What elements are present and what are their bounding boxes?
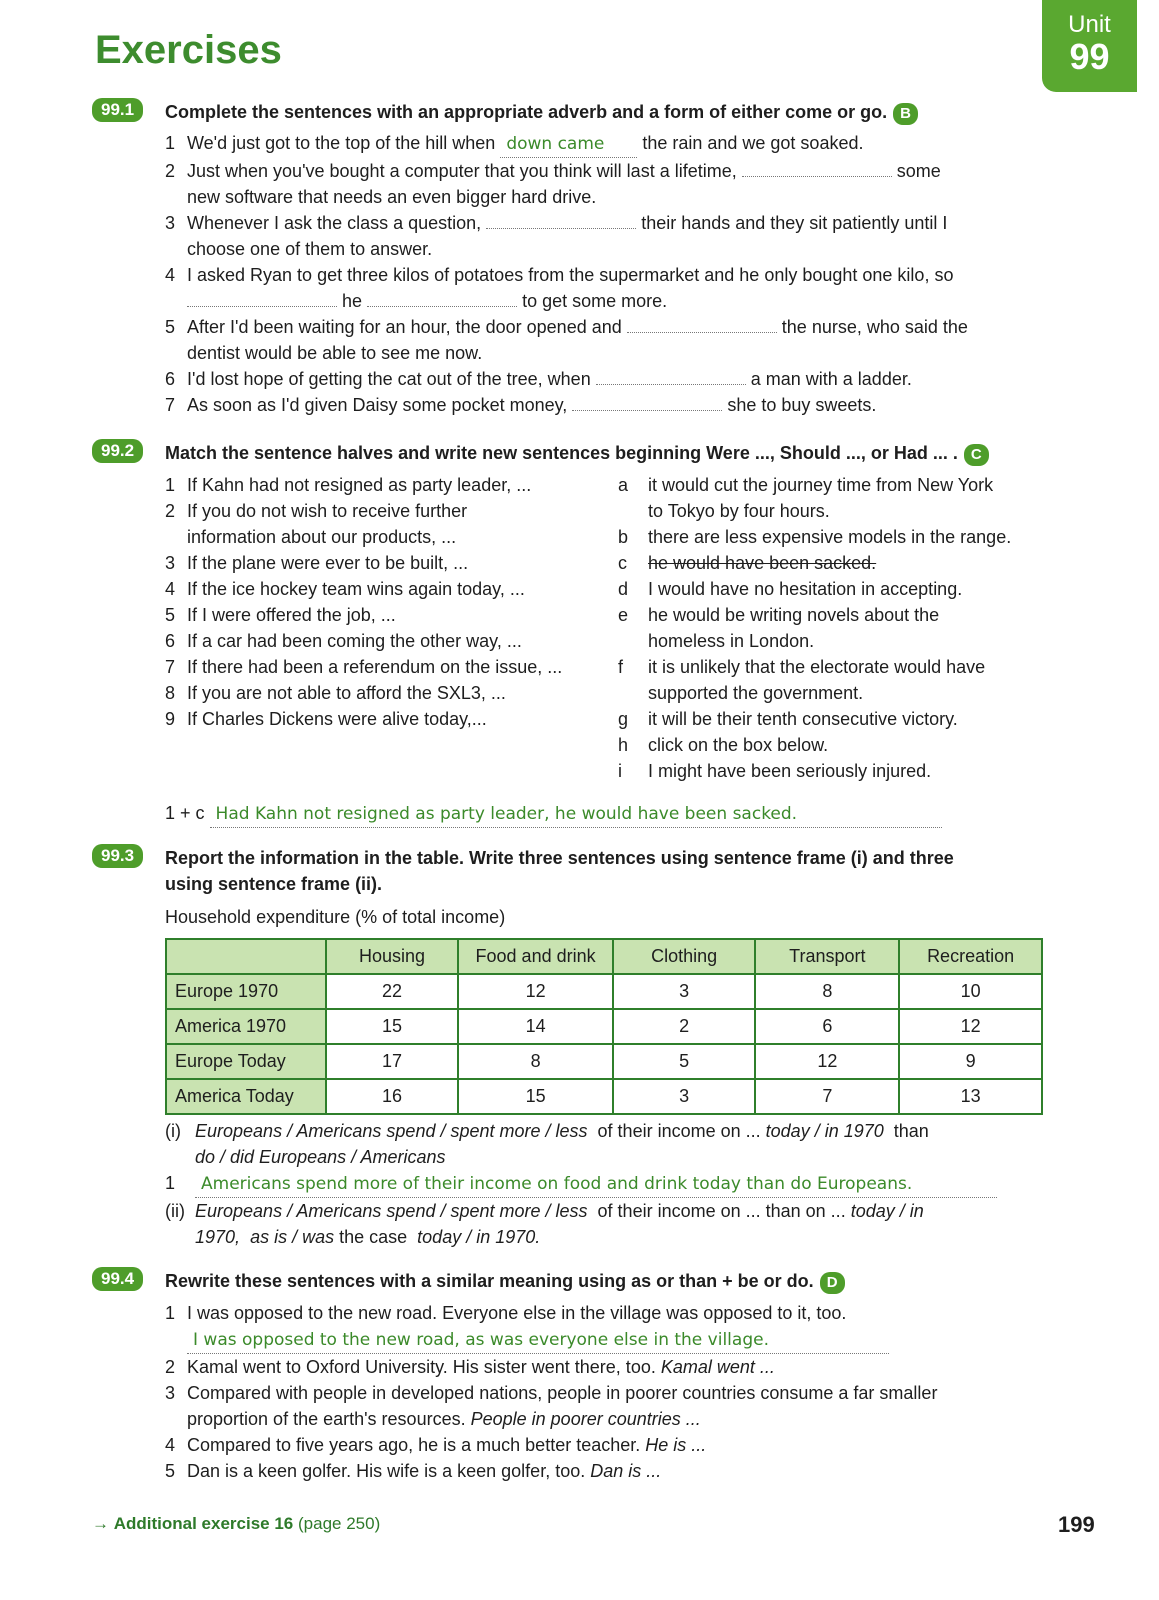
exercise-99-4-instruction: Rewrite these sentences with a similar meaning using as or than + be or do. D bbox=[165, 1268, 845, 1294]
exercise-99-2-header bbox=[92, 439, 143, 463]
answer-blank[interactable] bbox=[742, 158, 892, 177]
exercise-99-4-list bbox=[165, 1300, 937, 1484]
list-item: h click on the box below. bbox=[618, 735, 829, 755]
list-item: 1 If Kahn had not resigned as party leader, ... bbox=[165, 475, 532, 495]
table-cell: 16 bbox=[326, 1079, 459, 1114]
answer-blank[interactable] bbox=[596, 366, 746, 385]
row-header: America Today bbox=[166, 1079, 326, 1114]
list-item-answer bbox=[165, 1326, 937, 1354]
match-left-column bbox=[165, 472, 562, 732]
exercise-badge: 99.4 bbox=[92, 1267, 143, 1291]
table-row bbox=[166, 1009, 1042, 1044]
frame-i-line: (i) Europeans / Americans spend / spent more / less of their income on ... today / in 1970 than bbox=[165, 1121, 929, 1141]
frame-ii-line: (ii) Europeans / Americans spend / spent more / less of their income on ... than on ... today / in bbox=[165, 1201, 924, 1221]
table-cell: 17 bbox=[326, 1044, 459, 1079]
list-item: 4 Compared to five years ago, he is a much better teacher. He is ... bbox=[165, 1435, 707, 1455]
unit-number: 99 bbox=[1069, 36, 1110, 77]
list-item: 2 If you do not wish to receive further bbox=[165, 501, 468, 521]
example-label: 1 + c bbox=[165, 803, 205, 823]
column-header: Clothing bbox=[613, 939, 756, 974]
table-cell: 9 bbox=[899, 1044, 1042, 1079]
exercise-badge: 99.1 bbox=[92, 98, 143, 122]
list-item: 6 If a car had been coming the other way, ... bbox=[165, 631, 522, 651]
table-corner bbox=[166, 939, 326, 974]
table-cell: 10 bbox=[899, 974, 1042, 1009]
list-item-crossed-out: c he would have been sacked. bbox=[618, 553, 877, 573]
section-ref-badge: C bbox=[964, 444, 989, 466]
list-item: 3 Whenever I ask the class a question, their hands and they sit patiently until I bbox=[165, 210, 968, 236]
table-cell: 15 bbox=[458, 1079, 613, 1114]
list-item-continuation: proportion of the earth's resources. People in poorer countries ... bbox=[187, 1409, 701, 1429]
table-row bbox=[166, 974, 1042, 1009]
frame-i-example: 1 Americans spend more of their income on food and drink today than do Europeans. bbox=[165, 1170, 997, 1198]
table-cell: 8 bbox=[755, 974, 899, 1009]
table-caption: Household expenditure (% of total income) bbox=[165, 907, 506, 927]
table-row bbox=[166, 1044, 1042, 1079]
list-item: 9 If Charles Dickens were alive today,... bbox=[165, 709, 487, 729]
additional-exercise-link[interactable]: → Additional exercise 16 (page 250) bbox=[92, 1514, 381, 1533]
exercise-99-2-instruction: Match the sentence halves and write new sentences beginning Were ..., Should ..., or Had ... . C bbox=[165, 440, 989, 466]
answer-blank[interactable] bbox=[486, 210, 636, 229]
table-cell: 12 bbox=[458, 974, 613, 1009]
list-item-continuation: to Tokyo by four hours. bbox=[648, 501, 830, 521]
list-item: a it would cut the journey time from New York bbox=[618, 475, 994, 495]
exercise-99-1-instruction: Complete the sentences with an appropriate adverb and a form of either come or go. B bbox=[165, 99, 918, 125]
list-item-continuation: he to get some more. bbox=[165, 288, 968, 314]
exercise-99-1-list bbox=[165, 130, 968, 418]
table-cell: 5 bbox=[613, 1044, 756, 1079]
list-item: 1 We'd just got to the top of the hill when down came the rain and we got soaked. bbox=[165, 130, 968, 158]
table-cell: 22 bbox=[326, 974, 459, 1009]
list-item: 7 As soon as I'd given Daisy some pocket money, she to buy sweets. bbox=[165, 392, 968, 418]
table-cell: 12 bbox=[899, 1009, 1042, 1044]
list-item: 8 If you are not able to afford the SXL3, ... bbox=[165, 683, 506, 703]
row-header: America 1970 bbox=[166, 1009, 326, 1044]
row-header: Europe Today bbox=[166, 1044, 326, 1079]
column-header: Food and drink bbox=[458, 939, 613, 974]
list-item: 5 If I were offered the job, ... bbox=[165, 605, 396, 625]
table-cell: 15 bbox=[326, 1009, 459, 1044]
exercise-99-1-header bbox=[92, 98, 143, 122]
table-header-row bbox=[166, 939, 1042, 974]
list-item-continuation: new software that needs an even bigger hard drive. bbox=[187, 187, 597, 207]
list-item: i I might have been seriously injured. bbox=[618, 761, 932, 781]
table-cell: 7 bbox=[755, 1079, 899, 1114]
list-item: d I would have no hesitation in accepting. bbox=[618, 579, 963, 599]
table-cell: 6 bbox=[755, 1009, 899, 1044]
expenditure-table bbox=[165, 938, 1043, 1115]
unit-tab bbox=[1042, 0, 1137, 92]
table-cell: 3 bbox=[613, 974, 756, 1009]
list-item-continuation: dentist would be able to see me now. bbox=[187, 343, 483, 363]
answer-blank[interactable]: Americans spend more of their income on food and drink today than do Europeans. bbox=[195, 1171, 997, 1198]
exercise-99-4-header bbox=[92, 1267, 143, 1291]
answer-blank[interactable] bbox=[627, 314, 777, 333]
answer-blank[interactable]: Had Kahn not resigned as party leader, he would have been sacked. bbox=[210, 801, 942, 828]
column-header: Recreation bbox=[899, 939, 1042, 974]
exercise-badge: 99.3 bbox=[92, 844, 143, 868]
list-item: 5 After I'd been waiting for an hour, the door opened and the nurse, who said the bbox=[165, 314, 968, 340]
answer-blank[interactable] bbox=[367, 288, 517, 307]
example-answer-row bbox=[165, 800, 942, 828]
answer-blank[interactable]: down came bbox=[500, 131, 637, 158]
column-header: Housing bbox=[326, 939, 459, 974]
list-item-continuation: choose one of them to answer. bbox=[187, 239, 433, 259]
section-ref-badge: B bbox=[893, 103, 918, 125]
exercise-99-3-header bbox=[92, 844, 143, 868]
exercise-99-3-instruction: Report the information in the table. Write three sentences using sentence frame (i) and three using sentence frame (ii). bbox=[165, 848, 954, 894]
row-header: Europe 1970 bbox=[166, 974, 326, 1009]
list-item: 4 I asked Ryan to get three kilos of potatoes from the supermarket and he only bought one kilo, so bbox=[165, 265, 954, 285]
table-row bbox=[166, 1079, 1042, 1114]
table-cell: 3 bbox=[613, 1079, 756, 1114]
list-item-continuation: information about our products, ... bbox=[187, 527, 457, 547]
table-cell: 13 bbox=[899, 1079, 1042, 1114]
answer-blank[interactable] bbox=[572, 392, 722, 411]
answer-blank[interactable] bbox=[187, 288, 337, 307]
exercise-badge: 99.2 bbox=[92, 439, 143, 463]
list-item: 5 Dan is a keen golfer. His wife is a keen golfer, too. Dan is ... bbox=[165, 1461, 662, 1481]
column-header: Transport bbox=[755, 939, 899, 974]
page-number: 199 bbox=[1058, 1512, 1095, 1537]
list-item: 2 Kamal went to Oxford University. His sister went there, too. Kamal went ... bbox=[165, 1357, 775, 1377]
list-item: f it is unlikely that the electorate would have bbox=[618, 657, 986, 677]
list-item: 4 If the ice hockey team wins again today, ... bbox=[165, 579, 525, 599]
list-item-continuation: supported the government. bbox=[648, 683, 864, 703]
page-title: Exercises bbox=[95, 28, 282, 72]
table-cell: 14 bbox=[458, 1009, 613, 1044]
match-right-column bbox=[618, 472, 1011, 784]
list-item: e he would be writing novels about the bbox=[618, 605, 940, 625]
list-item: 3 If the plane were ever to be built, ... bbox=[165, 553, 469, 573]
list-item: 1 I was opposed to the new road. Everyone else in the village was opposed to it, too. bbox=[165, 1303, 847, 1323]
frame-ii-line-2: 1970, as is / was the case today / in 1970. bbox=[195, 1227, 541, 1247]
table-cell: 12 bbox=[755, 1044, 899, 1079]
list-item-continuation: homeless in London. bbox=[648, 631, 815, 651]
list-item: 7 If there had been a referendum on the issue, ... bbox=[165, 657, 563, 677]
frame-i-line-2: do / did Europeans / Americans bbox=[195, 1147, 446, 1167]
list-item: b there are less expensive models in the range. bbox=[618, 527, 1012, 547]
table-cell: 8 bbox=[458, 1044, 613, 1079]
unit-label: Unit bbox=[1068, 11, 1111, 38]
list-item: 3 Compared with people in developed nations, people in poorer countries consume a far smaller bbox=[165, 1383, 938, 1403]
list-item: g it will be their tenth consecutive victory. bbox=[618, 709, 958, 729]
table-cell: 2 bbox=[613, 1009, 756, 1044]
sentence-frames bbox=[165, 1118, 997, 1250]
list-item: 2 Just when you've bought a computer that you think will last a lifetime, some bbox=[165, 158, 968, 184]
answer-blank[interactable]: I was opposed to the new road, as was everyone else in the village. bbox=[187, 1327, 889, 1354]
list-item: 6 I'd lost hope of getting the cat out of the tree, when a man with a ladder. bbox=[165, 366, 968, 392]
section-ref-badge: D bbox=[820, 1272, 845, 1294]
arrow-right-icon: → bbox=[92, 1514, 109, 1533]
